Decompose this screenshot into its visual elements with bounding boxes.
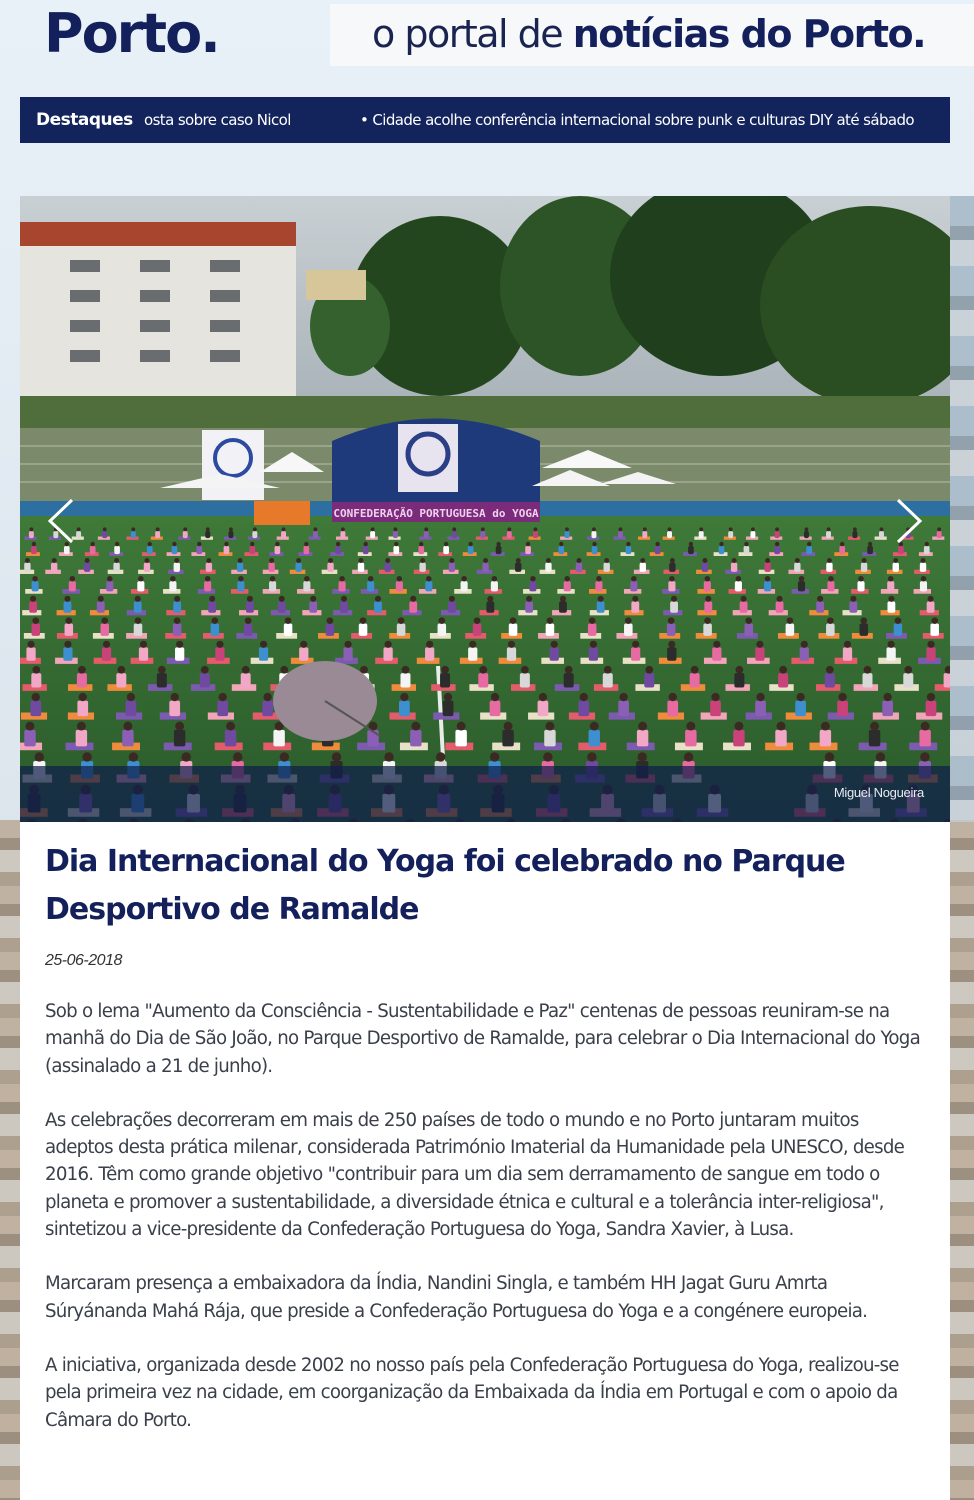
article-date: 25-06-2018 (45, 952, 122, 969)
ticker-item[interactable]: osta sobre caso Nicol (144, 111, 291, 129)
article-paragraph: As celebrações decorreram em mais de 250 países de todo o mundo e no Porto juntaram muitos adeptos desta prática milenar, considerada Património Imaterial da Humanidade pela UNESCO, desde 2016. Têm como grande objetivo "contribuir para um dia sem derramamento de sangue em todo o planeta e promover a sustentabilidade, a diversidade étnica e cultural e a tolerância inter-religiosa", sintetizou a vice-presidente da Confederação Portuguesa do Yoga, Sandra Xavier, à Lusa. (45, 1109, 905, 1241)
tagline-prefix: o portal de (372, 12, 573, 56)
photo-credit: Miguel Nogueira (833, 785, 924, 800)
article-title: Dia Internacional do Yoga foi celebrado no Parque Desportivo de Ramalde (45, 844, 845, 927)
hero-caption-bar (20, 766, 950, 822)
article-paragraph: Marcaram presença a embaixadora da Índia, Nandini Singla, e também HH Jagat Guru Amrta Súryánanda Mahá Rája, que preside a Confederação Portuguesa do Yoga e a congénere europeia. (45, 1273, 868, 1322)
article (20, 822, 950, 1500)
tagline-bold: notícias do Porto. (572, 12, 926, 56)
ticker-item[interactable]: • Cidade acolhe conferência internacional sobre punk e culturas DIY até sábado (360, 111, 914, 129)
background-decoration-left (0, 820, 22, 1500)
ticker-label: Destaques (36, 110, 133, 130)
article-body (45, 998, 925, 1461)
slider-prev-button[interactable] (42, 496, 82, 546)
hero-photo (20, 196, 950, 822)
slider-next-button[interactable] (888, 496, 928, 546)
site-tagline (372, 12, 925, 56)
chevron-right-icon (888, 496, 928, 546)
hero-photo-slider (20, 196, 950, 822)
highlights-ticker (20, 97, 950, 143)
article-paragraph: A iniciativa, organizada desde 2002 no nosso país pela Confederação Portuguesa do Yoga, realizou-se pela primeira vez na cidade, em coorganização da Embaixada da Índia em Portugal e com o apoio da Câmara do Porto. (45, 1354, 899, 1431)
stage-banner-text: CONFEDERAÇÃO PORTUGUESA do YOGA (333, 507, 539, 520)
chevron-left-icon (42, 496, 82, 546)
site-header (0, 0, 974, 70)
site-logo[interactable]: Porto. (44, 2, 219, 65)
background-decoration-right-top (948, 196, 974, 822)
article-paragraph: Sob o lema "Aumento da Consciência - Sustentabilidade e Paz" centenas de pessoas reuniram-se na manhã do Dia de São João, no Parque Desportivo de Ramalde, para celebrar o Dia Internacional do Yoga (assinalado a 21 de junho). (45, 1001, 920, 1077)
background-decoration-right (948, 820, 974, 1500)
